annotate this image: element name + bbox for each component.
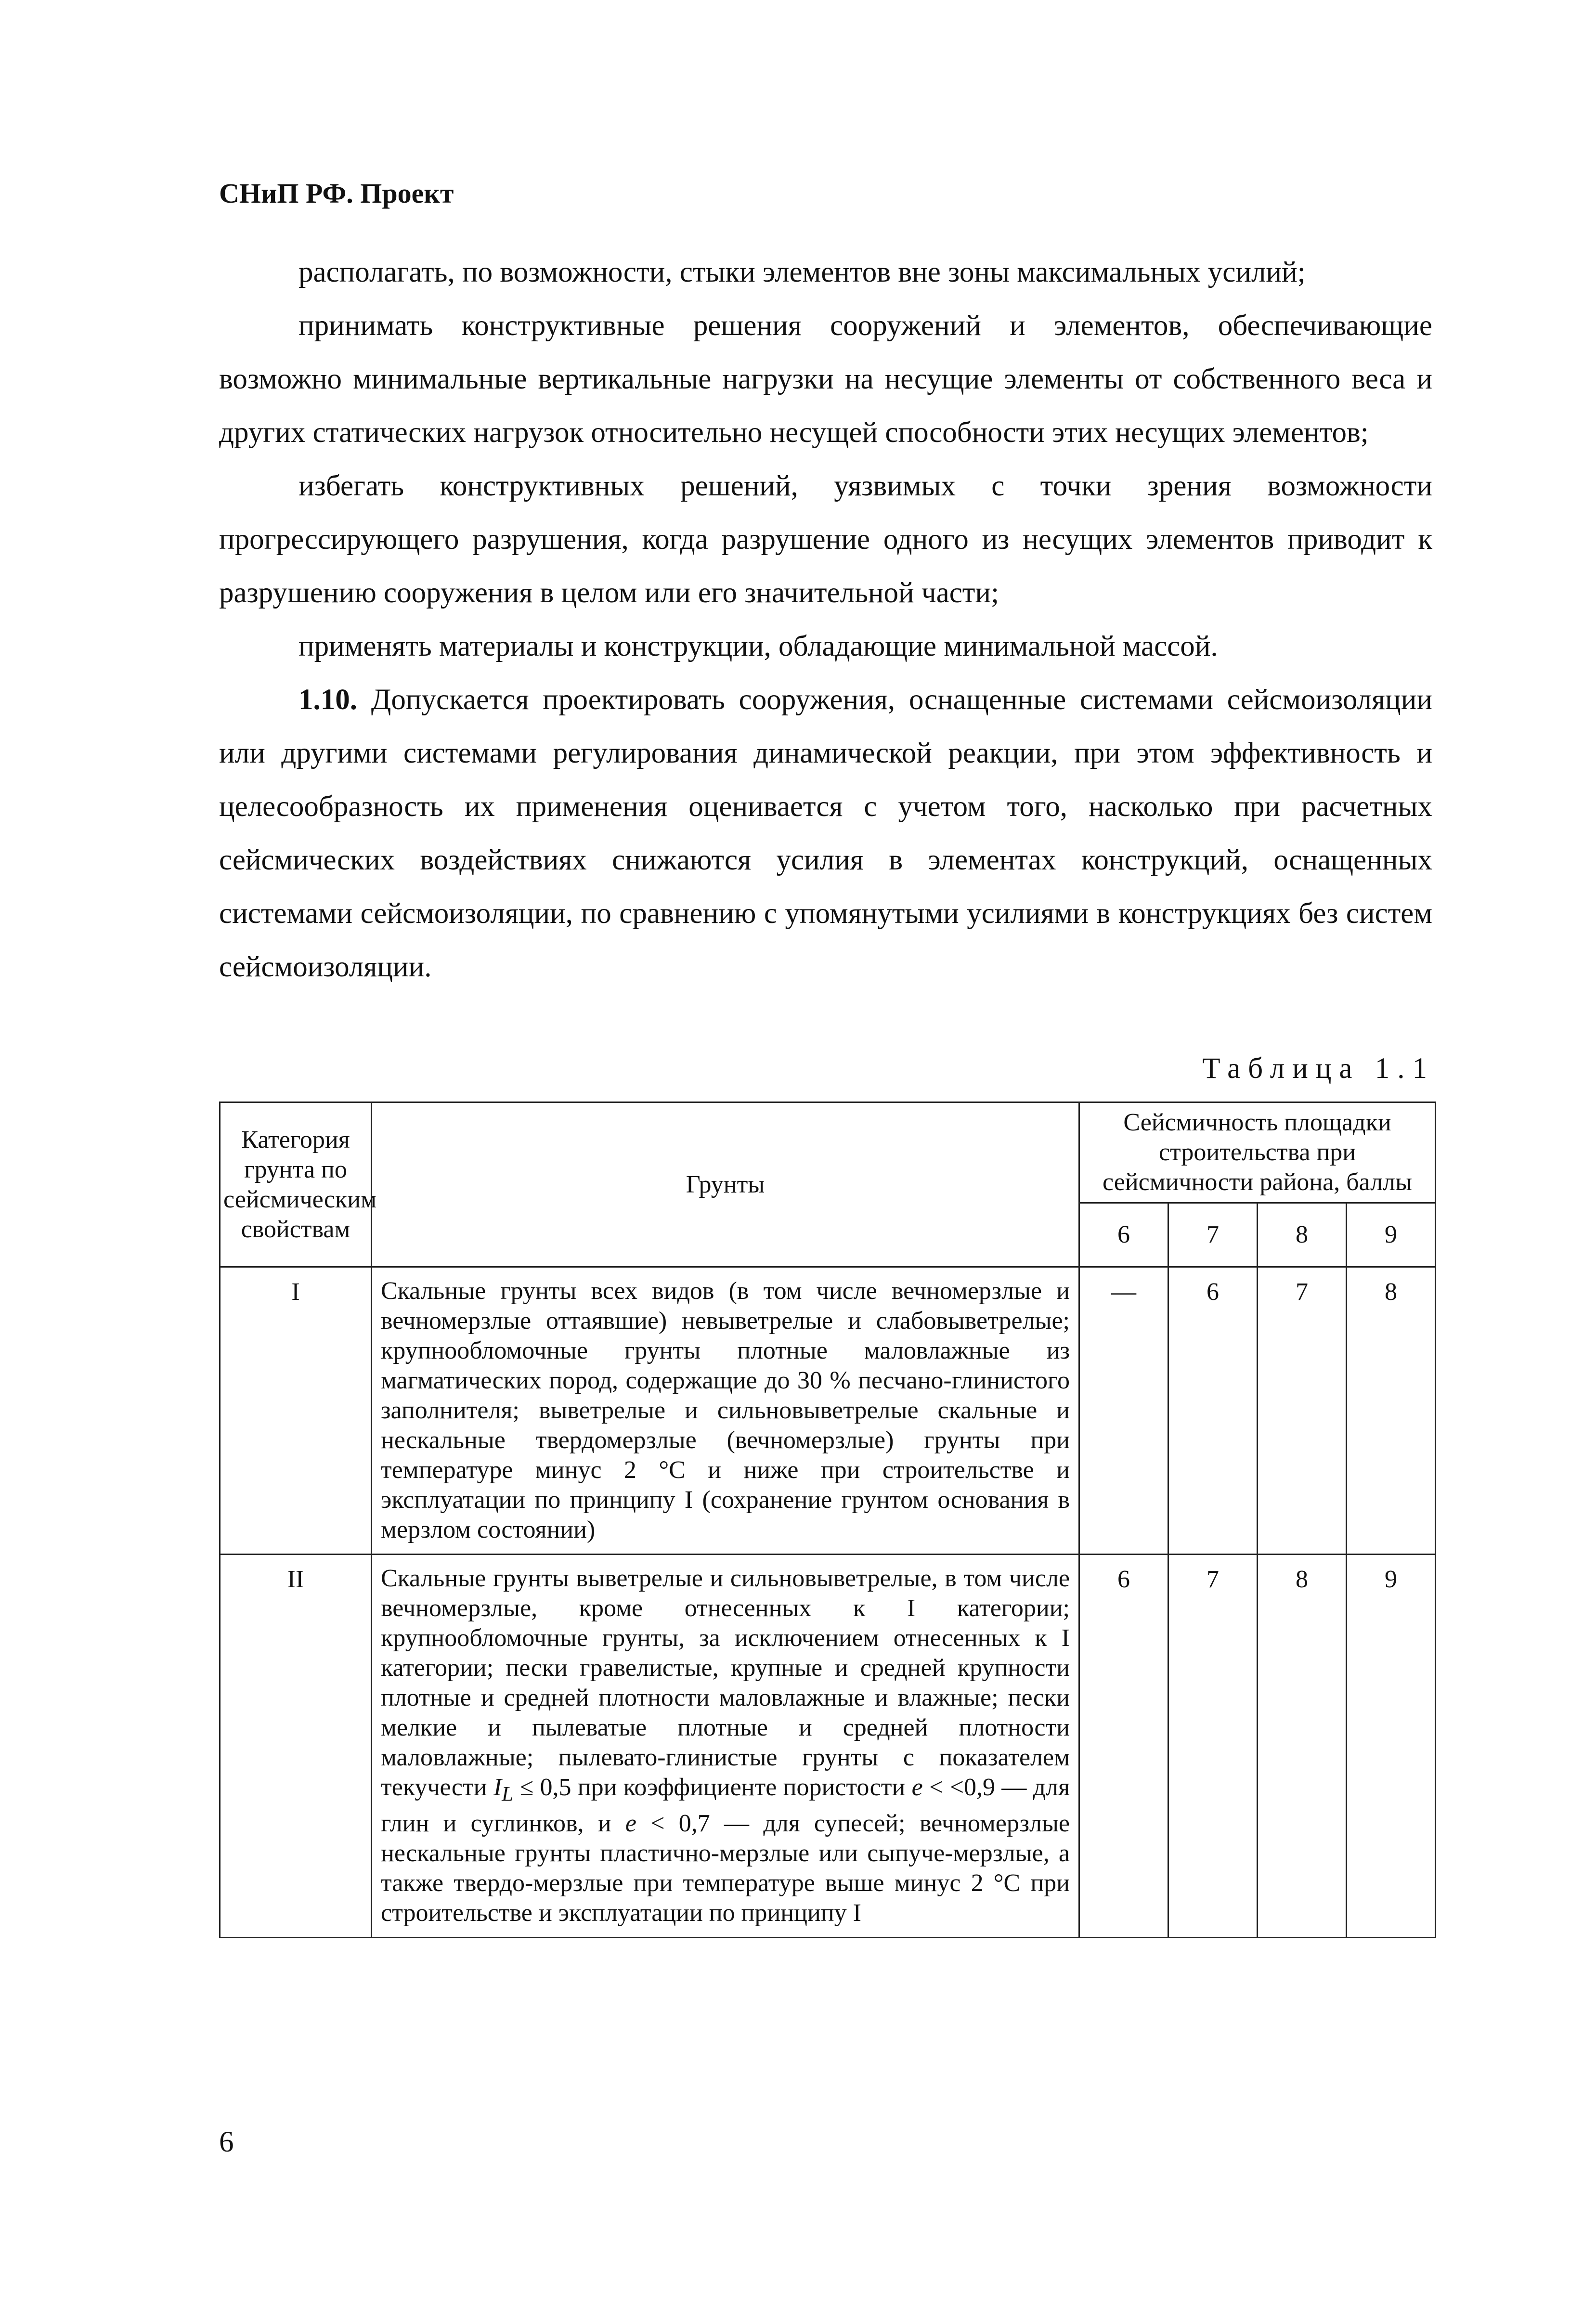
header-soils: Грунты: [372, 1102, 1079, 1267]
variable-I: I: [493, 1774, 502, 1801]
row-value: 8: [1347, 1267, 1436, 1555]
header-ball-8: 8: [1258, 1203, 1347, 1267]
description-text: < <0,9 — для глин и суглинков, и: [381, 1774, 1070, 1838]
running-header: СНиП РФ. Проект: [219, 178, 454, 209]
description-text: ≤ 0,5 при коэффициенте пористости: [513, 1774, 912, 1801]
paragraph: располагать, по возможности, стыки элементов вне зоны максимальных усилий;: [298, 256, 1306, 288]
table-row: [220, 1555, 1436, 1938]
clause-text: Допускается проектировать сооружения, оснащенные системами сейсмоизоляции или другими системами регулирования динамической реакции, при этом эффективность и целесообразность их применения оценивается с учетом того, насколько при расчетных сейсмических воздействиях снижаются усилия в элементах конструкций, оснащенных системами сейсмоизоляции, по сравнению с упомянутыми усилиями в конструкциях без систем сейсмоизоляции.: [219, 684, 1432, 983]
header-ball-9: 9: [1347, 1203, 1436, 1267]
soil-category-table: [219, 1102, 1436, 1938]
paragraph: избегать конструктивных решений, уязвимых с точки зрения возможности прогрессирующего разрушения, когда разрушение одного из несущих элементов приводит к разрушению сооружения в целом или его значительной части;: [219, 470, 1432, 609]
row-category: II: [220, 1555, 372, 1938]
row-value: 7: [1168, 1555, 1258, 1938]
header-category: Категория грунта по сейсмическим свойствам: [220, 1102, 372, 1267]
page-number: 6: [219, 2126, 234, 2158]
variable-e: e: [911, 1774, 923, 1801]
row-value: 9: [1347, 1555, 1436, 1938]
description-text: Скальные грунты выветрелые и сильновыветрелые, в том числе вечномерзлые, кроме отнесенных к I категории; крупнообломочные грунты, за исключением отнесенных к I категории; пески гравелистые, крупные и средней крупности плотные и средней плотности маловлажные и влажные; пески мелкие и пылеватые плотные и средней плотности маловлажные; пылевато-глинистые грунты с показателем текучести: [381, 1565, 1070, 1801]
row-value: —: [1079, 1267, 1168, 1555]
description-text: < 0,7 — для супесей; вечномерзлые нескальные грунты пластично-мерзлые или сыпуче-мерзлые, а также твердо-мерзлые при температуре выше минус 2 °С при строительстве и эксплуатации по принципу I: [381, 1810, 1070, 1927]
table-title: Таблица 1.1: [1202, 1052, 1435, 1085]
row-value: 6: [1168, 1267, 1258, 1555]
row-category: I: [220, 1267, 372, 1555]
variable-L-subscript: L: [502, 1782, 514, 1806]
clause-number: 1.10.: [298, 684, 357, 716]
clause-1-10: [219, 673, 1432, 994]
row-value: 7: [1258, 1267, 1347, 1555]
header-seismicity: Сейсмичность площадки строительства при сейсмичности района, баллы: [1079, 1102, 1436, 1203]
variable-e: e: [625, 1810, 636, 1838]
row-description: [372, 1555, 1079, 1938]
row-value: 8: [1258, 1555, 1347, 1938]
body-text: [219, 246, 1432, 994]
row-description: Скальные грунты всех видов (в том числе вечномерзлые и вечномерзлые оттаявшие) невыветрелые и слабовыветрелые; крупнообломочные грунты плотные маловлажные из магматических пород, содержащие до 30 % песчано-глинистого заполнителя; выветрелые и сильновыветрелые скальные и нескальные твердомерзлые (вечномерзлые) грунты при температуре минус 2 °С и ниже при строительстве и эксплуатации по принципу I (сохранение грунтом основания в мерзлом состоянии): [372, 1267, 1079, 1555]
row-value: 6: [1079, 1555, 1168, 1938]
table-row: [220, 1267, 1436, 1555]
paragraph: принимать конструктивные решения сооружений и элементов, обеспечивающие возможно минимальные вертикальные нагрузки на несущие элементы от собственного веса и других статических нагрузок относительно несущей способности этих несущих элементов;: [219, 310, 1432, 449]
paragraph: применять материалы и конструкции, обладающие минимальной массой.: [298, 630, 1218, 662]
header-ball-7: 7: [1168, 1203, 1258, 1267]
header-ball-6: 6: [1079, 1203, 1168, 1267]
